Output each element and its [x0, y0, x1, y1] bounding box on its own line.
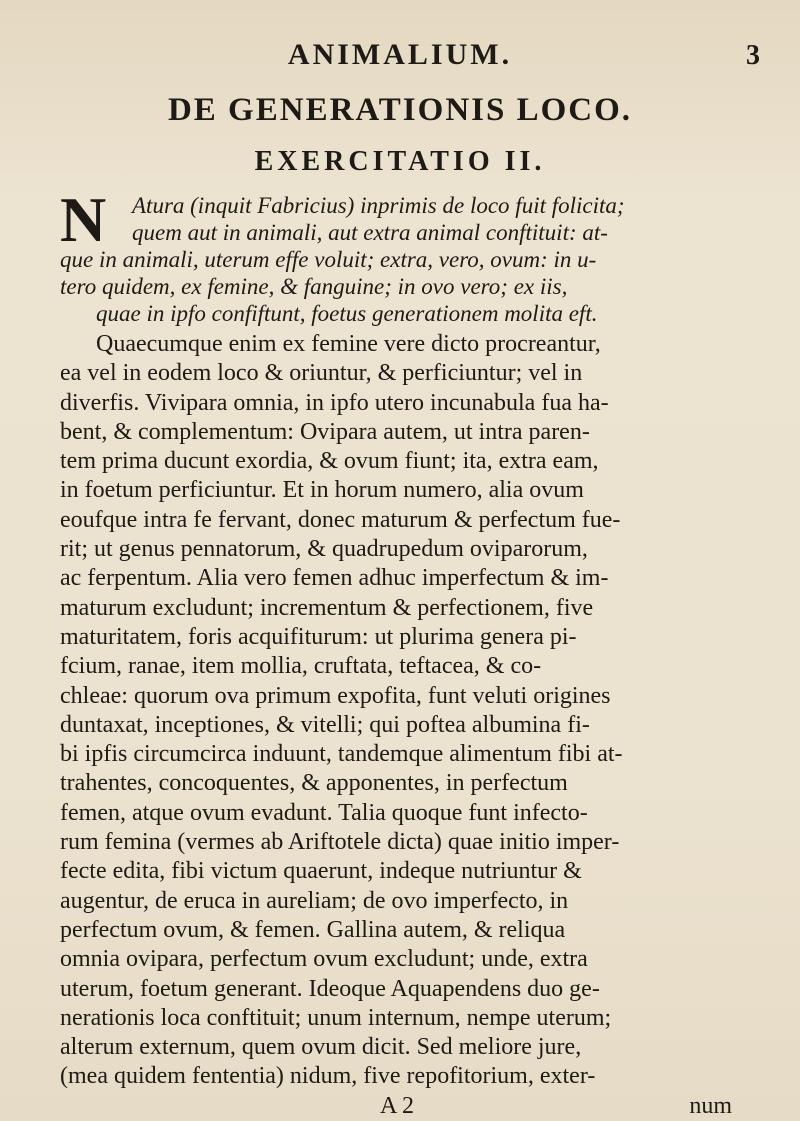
- quote-line: tero quidem, ex femine, & fanguine; in ovo vero; ex iis,: [60, 274, 568, 299]
- drop-cap: N: [60, 184, 107, 255]
- body-line: chleae: quorum ova primum expofita, funt veluti origines: [60, 682, 611, 709]
- body-line: trahentes, concoquentes, & apponentes, in perfectum: [60, 770, 568, 797]
- signature-mark: A 2: [380, 1092, 415, 1119]
- quote-line: quem aut in animali, aut extra animal conftituit: at-: [132, 220, 608, 245]
- body-line: maturum excludunt; incrementum & perfectionem, five: [60, 594, 594, 621]
- exercise-heading: EXERCITATIO II.: [254, 146, 546, 177]
- body-line: bent, & complementum: Ovipara autem, ut intra paren-: [60, 418, 590, 445]
- body-line: rit; ut genus pennatorum, & quadrupedum oviparorum,: [60, 536, 588, 563]
- running-head: [0, 38, 800, 82]
- body-line: maturitatem, foris acquifiturum: ut plurima genera pi-: [60, 623, 577, 650]
- body-line: nerationis loca conftituit; unum internum, nempe uterum;: [60, 1004, 612, 1031]
- body-line: in foetum perficiuntur. Et in horum numero, alia ovum: [60, 477, 584, 504]
- footer-line: [60, 1092, 770, 1121]
- body-line: eoufque intra fe fervant, donec maturum & perfectum fue-: [60, 506, 621, 533]
- body-text: [60, 330, 770, 1121]
- body-line: ac ferpentum. Alia vero femen adhuc imperfectum & im-: [60, 565, 609, 592]
- body-line: uterum, foetum generant. Ideoque Aquapendens duo ge-: [60, 975, 600, 1002]
- body-line: perfectum ovum, & femen. Gallina autem, & reliqua: [60, 916, 566, 943]
- body-line: tem prima ducunt exordia, & ovum fiunt; ita, extra eam,: [60, 448, 599, 475]
- body-line: diverfis. Vivipara omnia, in ipfo utero incunabula fua ha-: [60, 389, 609, 416]
- body-line: augentur, de eruca in aureliam; de ovo imperfecto, in: [60, 887, 569, 914]
- body-line: femen, atque ovum evadunt. Talia quoque funt infecto-: [60, 799, 588, 826]
- quote-line: que in animali, uterum effe voluit; extra, vero, ovum: in u-: [60, 247, 597, 272]
- body-line: omnia ovipara, perfectum ovum excludunt; unde, extra: [60, 946, 588, 973]
- body-line: rum femina (vermes ab Ariftotele dicta) quae initio imper-: [60, 829, 620, 856]
- catchword: num: [689, 1092, 732, 1119]
- chapter-title: DE GENERATIONIS LOCO.: [167, 92, 633, 128]
- page-number: 3: [746, 40, 760, 71]
- body-line: Quaecumque enim ex femine vere dicto procreantur,: [96, 331, 601, 357]
- quote-line: Atura (inquit Fabricius) inprimis de loco fuit folicita;: [132, 193, 625, 218]
- body-line: bi ipfis circumcirca induunt, tandemque alimentum fibi at-: [60, 741, 623, 768]
- body-line: duntaxat, inceptiones, & vitelli; qui poftea albumina fi-: [60, 711, 590, 738]
- body-line: fecte edita, fibi victum quaerunt, indeque nutriuntur &: [60, 858, 582, 885]
- body-line: ea vel in eodem loco & oriuntur, & perficiuntur; vel in: [60, 360, 583, 387]
- quoted-passage: [60, 192, 770, 327]
- body-line: (mea quidem fententia) nidum, five repofitorium, exter-: [60, 1063, 596, 1090]
- body-line: fcium, ranae, item mollia, cruftata, teftacea, & co-: [60, 653, 542, 680]
- running-title: ANIMALIUM.: [287, 38, 513, 71]
- quote-line: quae in ipfo confiftunt, foetus generationem molita eft.: [96, 301, 598, 326]
- body-line: alterum externum, quem ovum dicit. Sed meliore jure,: [60, 1034, 582, 1061]
